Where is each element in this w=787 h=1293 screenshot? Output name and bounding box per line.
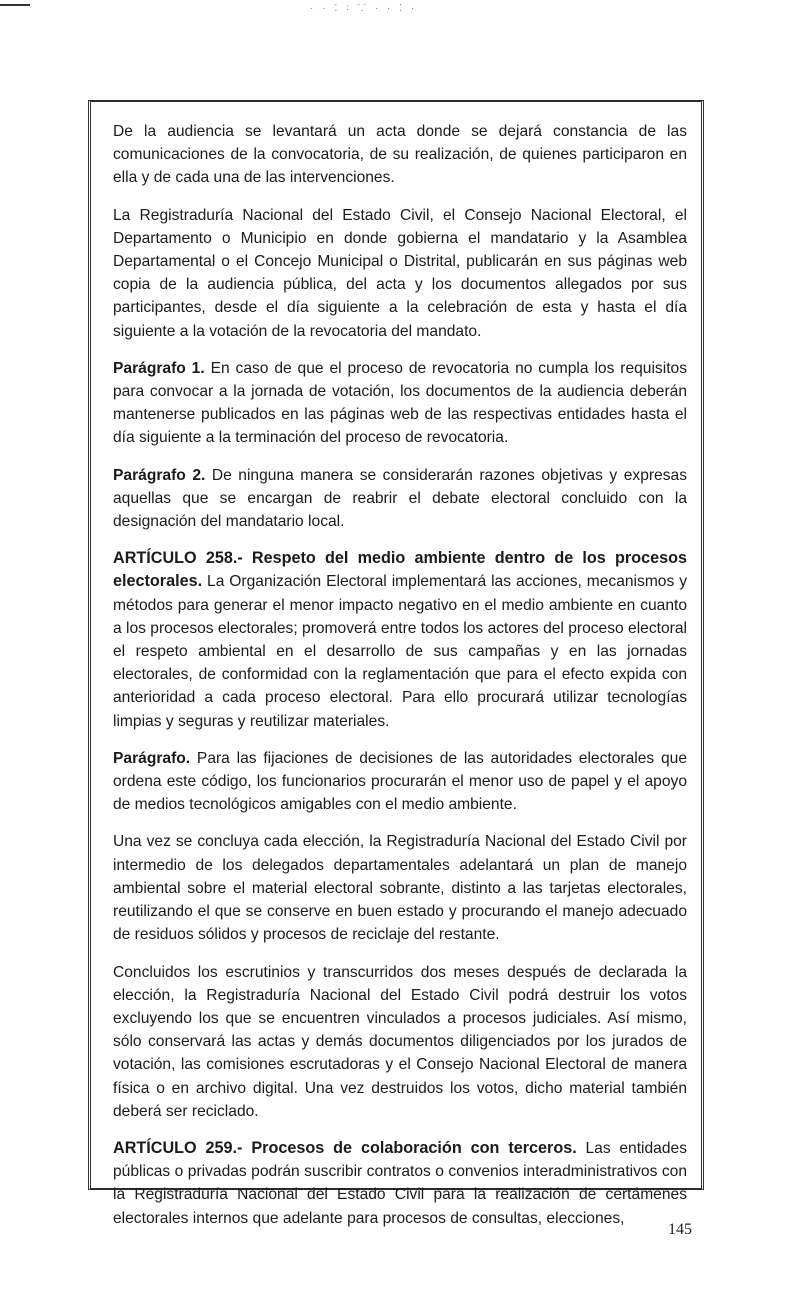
paragraph-destruccion-votos	[113, 961, 687, 1123]
paragraph-text: De ninguna manera se considerarán razones objetivas y expresas aquellas que se encargan de reabrir el debate electoral concluido con la designación del mandatario local.	[113, 466, 687, 531]
paragraph-text: En caso de que el proceso de revocatoria no cumpla los requisitos para convocar a la jornada de votación, los documentos de la audiencia deberán mantenerse publicados en las páginas web de las respectivas entidades hasta el día siguiente a la terminación del proceso de revocatoria.	[113, 359, 687, 447]
page-number: 145	[668, 1221, 692, 1238]
articulo-259	[113, 1137, 687, 1230]
paragrafo-2	[113, 464, 687, 534]
article-heading: ARTÍCULO 258.- Respeto del medio ambiente dentro de los procesos electorales.	[113, 549, 687, 591]
articulo-258	[113, 547, 687, 733]
paragraph-manejo-ambiental	[113, 830, 687, 946]
paragraph-acta	[113, 120, 687, 190]
paragraph-text: Una vez se concluya cada elección, la Registraduría Nacional del Estado Civil por intermedio de los delegados departamentales adelantará un plan de manejo ambiental sobre el material electoral sobrante, distinto a las tarjetas electorales, reutilizando el que se conserve en buen estado y procurando el manejo adecuado de residuos sólidos y procesos de reciclaje del restante.	[113, 833, 687, 944]
paragraph-text: Las entidades públicas o privadas podrán suscribir contratos o convenios interadministrativos con la Registraduría Nacional del Estado Civil para la realización de certámenes electorales internos que adelante para procesos de consultas, elecciones,	[113, 1139, 687, 1227]
paragraph-text: Concluidos los escrutinios y transcurridos dos meses después de declarada la elección, la Registraduría Nacional del Estado Civil podrá destruir los votos excluyendo los que se encuentren vinculados a procesos judiciales. Así mismo, sólo conservará las actas y demás documentos diligenciados por los jurados de votación, las comisiones escrutadoras y el Consejo Nacional Electoral de manera física o en archivo digital. Una vez destruidos los votos, dicho material también deberá ser reciclado.	[113, 963, 687, 1120]
scan-noise: · · ⁚ ꞉ ⸪ · · ⁚ ·	[310, 3, 418, 14]
paragrafo-1	[113, 357, 687, 450]
paragraph-text: La Registraduría Nacional del Estado Civil, el Consejo Nacional Electoral, el Departamento o Municipio en donde gobierna el mandatario y la Asamblea Departamental o el Concejo Municipal o Distrital, publicarán en sus páginas web copia de la audiencia pública, del acta y los documentos allegados por sus participantes, desde el día siguiente a la celebración de esta y hasta el día siguiente a la votación de la revocatoria del mandato.	[113, 206, 687, 340]
paragraph-text: La Organización Electoral implementará las acciones, mecanismos y métodos para generar el menor impacto negativo en el medio ambiente en cuanto a los procesos electorales; promoverá entre todos los actores del proceso electoral el respeto ambiental en el desarrollo de sus campañas y en las jornadas electorales, de conformidad con la reglamentación que para el efecto expida con anterioridad a cada proceso electoral. Para ello procurará utilizar tecnologías limpias y seguras y reutilizar materiales.	[113, 573, 687, 730]
document-body	[113, 120, 687, 1227]
paragrafo-label: Parágrafo.	[113, 749, 191, 767]
paragraph-publicacion	[113, 204, 687, 343]
paragrafo-label: Parágrafo 1.	[113, 359, 205, 377]
paragrafo-258	[113, 747, 687, 817]
paragraph-text: Para las fijaciones de decisiones de las autoridades electorales que ordena este código, los funcionarios procurarán el menor uso de papel y el apoyo de medios tecnológicos amigables con el medio ambiente.	[113, 749, 687, 814]
paragrafo-label: Parágrafo 2.	[113, 466, 206, 484]
scan-edge-mark	[0, 4, 30, 6]
article-heading: ARTÍCULO 259.- Procesos de colaboración con terceros.	[113, 1138, 577, 1157]
paragraph-text: De la audiencia se levantará un acta donde se dejará constancia de las comunicaciones de la convocatoria, de su realización, de quienes participaron en ella y de cada una de las intervenciones.	[113, 123, 687, 187]
